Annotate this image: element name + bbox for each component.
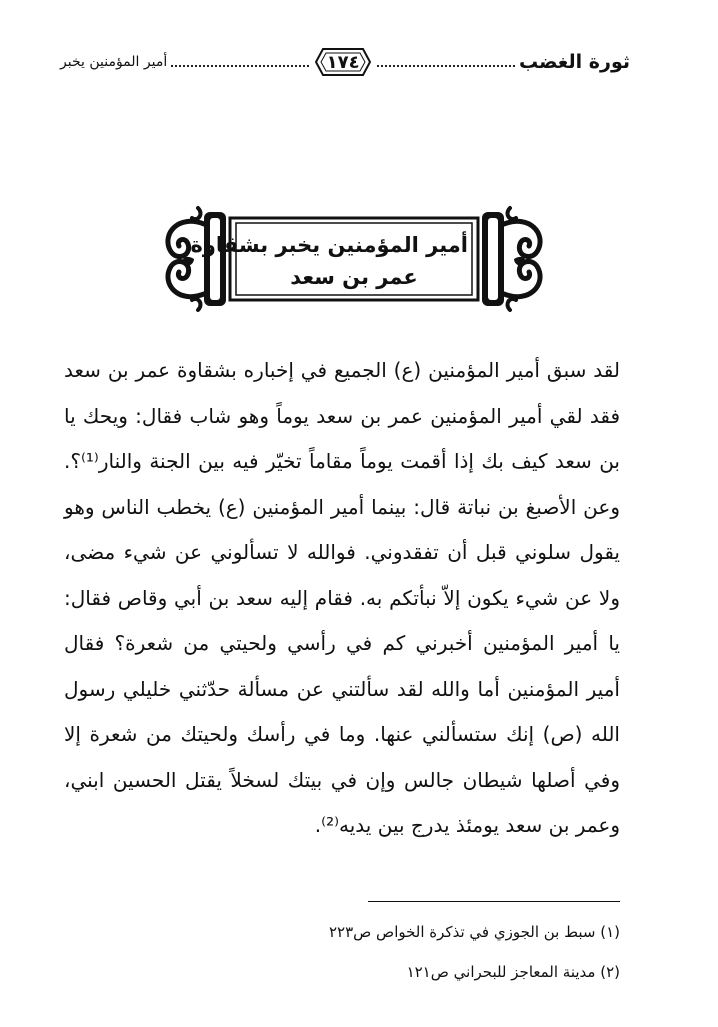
chapter-heading — [190, 224, 468, 298]
section-title: أمير المؤمنين يخبر — [60, 54, 168, 70]
header-dotted-leader — [171, 65, 309, 67]
body-paragraph: لقد سبق أمير المؤمنين (ع) الجميع في إخباره بشقاوة عمر بن سعد فقد لقي أمير المؤمنين عمر بن سعد يوماً وهو شاب فقال: ويحك يا بن سعد كيف بك إذا أقمت يوماً مقاماً تخيّر فيه بين الجنة والنار⁽¹⁾؟. وعن الأصبغ بن نباتة قال: بينما أمير المؤمنين (ع) يخطب الناس وهو يقول سلوني قبل أن تفقدوني. فوالله لا تسألوني عن شيء مضى، ولا عن شيء يكون إلاّ نبأتكم به. فقام إليه سعد بن أبي وقاص فقال: يا أمير المؤمنين أخبرني كم في رأسي ولحيتي من شعرة؟ فقال أمير المؤمنين أما والله لقد سألتني عن مسألة حدّثني خليلي رسول الله (ص) إنك ستسألني عنها. وما في رأسك ولحيتك من شعرة إلا وفي أصلها شيطان جالس وإن في بيتك لسخلاً يقتل الحسين ابني، وعمر بن سعد يومئذ يدرج بين يديه⁽²⁾. — [64, 358, 620, 837]
main-text — [64, 348, 620, 849]
footnote-separator — [368, 901, 620, 902]
title-cartouche — [158, 204, 550, 314]
heading-line-1: أمير المؤمنين يخبر بشقاوة — [190, 233, 468, 257]
page-number-frame — [315, 46, 371, 78]
footnote-2: (٢) مدينة المعاجز للبحراني ص١٢١ — [406, 963, 620, 981]
heading-line-2: عمر بن سعد — [290, 265, 418, 289]
page-number: ١٧٤ — [326, 51, 360, 73]
chapter-title: ثورة الغضب — [518, 51, 630, 73]
footnotes — [300, 912, 620, 992]
running-header — [60, 42, 630, 82]
footnote-1: (١) سبط بن الجوزي في تذكرة الخواص ص٢٢٣ — [328, 923, 620, 941]
header-dotted-leader — [377, 65, 515, 67]
